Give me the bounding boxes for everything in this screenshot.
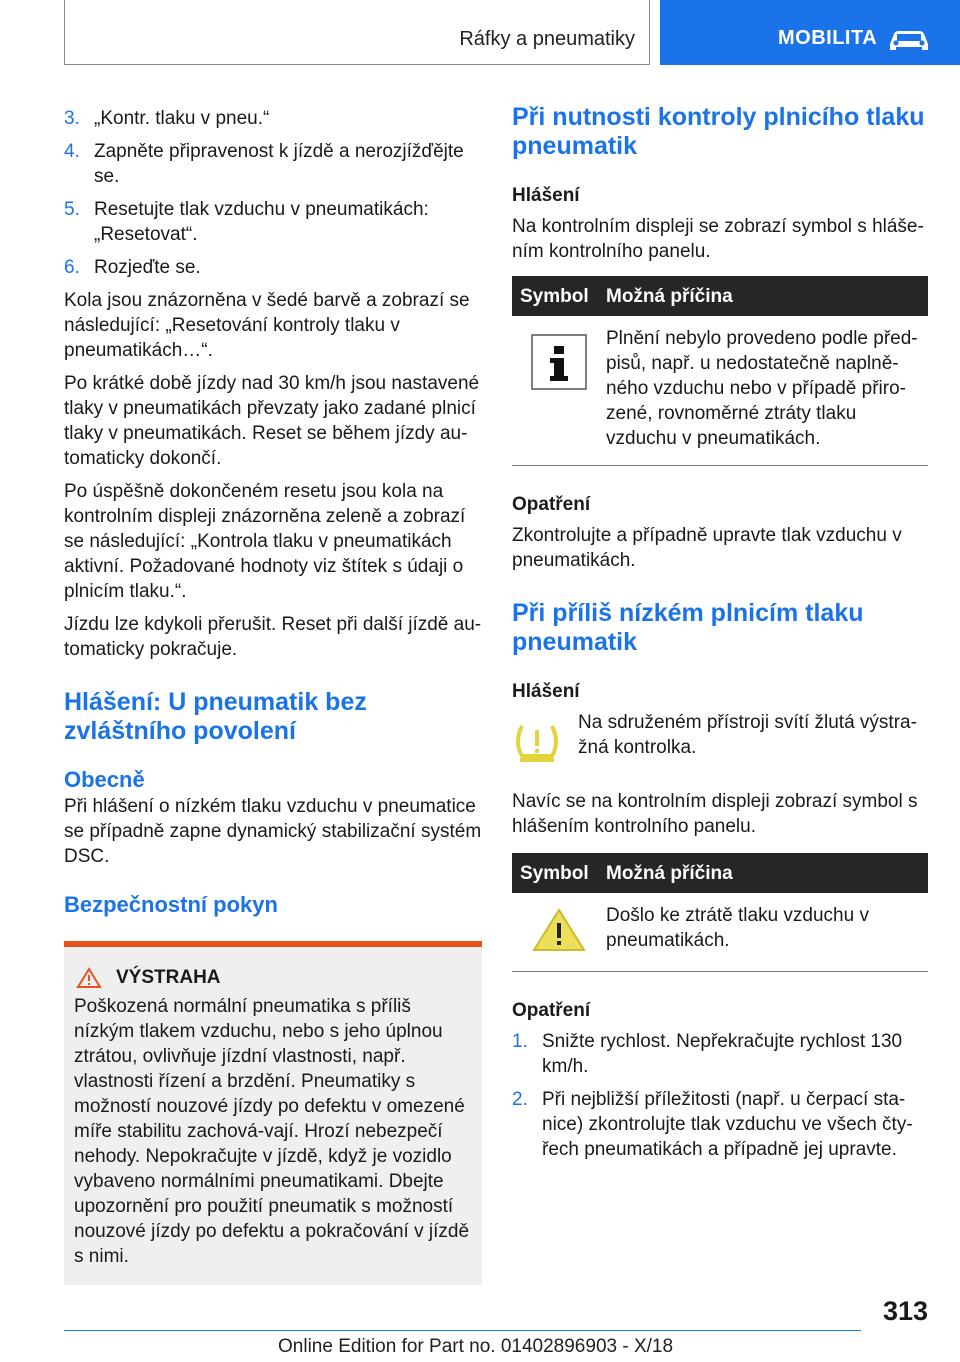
header-frame [64,0,650,65]
table-header [512,853,928,893]
paragraph: Kola jsou znázorněna v šedé barvě a zobrazí se následující: „Resetování kontroly tlaku v pneumatikách…“. [64,290,470,361]
step-text: Rozjeďte se. [94,257,201,278]
section2-extra-text: Navíc se na kontrolním displeji zobrazí symbol s hlášením kontrolního panelu. [512,791,918,837]
column-symbol: Symbol [520,862,589,884]
table-row [512,316,928,465]
step-text: Při nejbližší příležitosti (např. u čerpací sta‐nice) zkontrolujte tlak vzduchu ve všech čty‐řech pneumatikách a případně jej upravte. [542,1089,913,1160]
step-number: 2. [512,1089,528,1110]
warning-triangle-icon [76,967,102,989]
right-column [512,103,928,1170]
warning-text: Poškozená normální pneumatika s příliš nízkým tlakem vzduchu, nebo s jeho úplnou ztrátou, ovlivňuje jízdní vlastnosti, např. vlastnosti řízení a brzdění. Pneumatiky s možností nouzové jízdy po defektu v omezené míře stabilitu zachová‐vají. Hrozí nebezpečí nehody. Nepokračujte v jízdě, když je vozidlo vybaveno normálními pneumatikami. Dbejte upozornění pro použití pneumatik s možností nouzové jízdy po defektu a pokračování v jízdě s nimi. [74,996,470,1267]
step-text: Snižte rychlost. Nepřekračujte rychlost 130 km/h. [542,1031,903,1077]
tpms-warning-row [512,710,928,771]
section1-title: Při nutnosti kontroly plnicího tlaku pneumatik [512,103,925,160]
step-number: 4. [64,141,80,162]
symbol-table-1 [512,276,928,466]
step-text: Zapněte připravenost k jízdě a nerozjížďějte se. [94,141,464,187]
tire-pressure-warning-icon [512,720,562,764]
footer-divider [64,1330,861,1331]
section1-action-text: Zkontrolujte a případně upravte tlak vzduchu v pneumatikách. [512,525,902,571]
warning-header [74,965,472,990]
left-column [64,106,482,1285]
column-cause: Možná příčina [606,862,733,884]
page-number: 313 [882,1296,928,1326]
step-number: 1. [512,1031,528,1052]
step-number: 5. [64,199,80,220]
column-symbol: Symbol [520,285,589,307]
table-header [512,276,928,316]
symbol-table-2 [512,853,928,972]
step-text: Resetujte tlak vzduchu v pneumatikách: „Resetovat“. [94,199,429,245]
step-6 [64,255,482,280]
warning-triangle-icon [531,907,587,953]
section2-action-label: Opatření [512,1000,591,1021]
step-number: 3. [64,108,80,129]
section2-title: Při příliš nízkém plnicím tlaku pneumatik [512,599,864,656]
section1-message-text: Na kontrolním displeji se zobrazí symbol s hláše‐ním kontrolního panelu. [512,216,924,262]
header-section-title: Ráfky a pneumatiky [459,28,635,50]
action-step-2 [512,1087,928,1162]
section2-message-label: Hlášení [512,681,580,702]
step-text: „Kontr. tlaku v pneu.“ [94,108,270,129]
section2-message-text: Na sdruženém přístroji svítí žlutá výstra‐žná kontrolka. [578,712,917,758]
action-step-1 [512,1029,928,1079]
warning-box [64,941,482,1285]
car-icon [886,26,932,54]
chapter-label: MOBILITA [778,27,878,49]
step-4 [64,139,482,189]
general-text: Při hlášení o nízkém tlaku vzduchu v pneumatice se případně zapne dynamický stabilizační systém DSC. [64,796,482,867]
cause-text: Došlo ke ztrátě tlaku vzduchu v pneumatikách. [606,905,869,951]
paragraph: Jízdu lze kdykoli přerušit. Reset při další jízdě au‐tomaticky pokračuje. [64,614,482,660]
section-heading: Hlášení: U pneumatik bez zvláštního povolení [64,688,367,745]
section1-action-label: Opatření [512,494,591,515]
paragraph: Po krátké době jízdy nad 30 km/h jsou nastavené tlaky v pneumatikách převzaty jako zadané plnicí tlaky v pneumatikách. Reset se během jízdy au‐tomaticky dokončí. [64,373,480,469]
info-icon [531,334,587,390]
safety-heading: Bezpečnostní pokyn [64,892,278,917]
column-cause: Možná příčina [606,285,733,307]
general-heading: Obecně [64,767,145,792]
step-number: 6. [64,257,80,278]
section1-message-label: Hlášení [512,185,580,206]
footer-edition: Online Edition for Part no. 01402896903 - X/18 [278,1336,674,1357]
cause-text: Plnění nebylo provedeno podle před‐pisů, např. u nedostatečně naplně‐ného vzduchu nebo v případě přiro‐zené, rovnoměrné ztráty tlaku vzduchu v pneumatikách. [606,328,918,449]
step-5 [64,197,482,247]
table-row [512,893,928,971]
chapter-tab[interactable] [660,0,960,65]
paragraph: Po úspěšně dokončeném resetu jsou kola na kontrolním displeji znázorněna zeleně a zobrazí se následující: „Kontrola tlaku v pneumatikách aktivní. Požadované hodnoty viz štítek s údaji o plnicím tlaku.“. [64,481,466,602]
warning-title: VÝSTRAHA [116,967,221,988]
step-3 [64,106,482,131]
